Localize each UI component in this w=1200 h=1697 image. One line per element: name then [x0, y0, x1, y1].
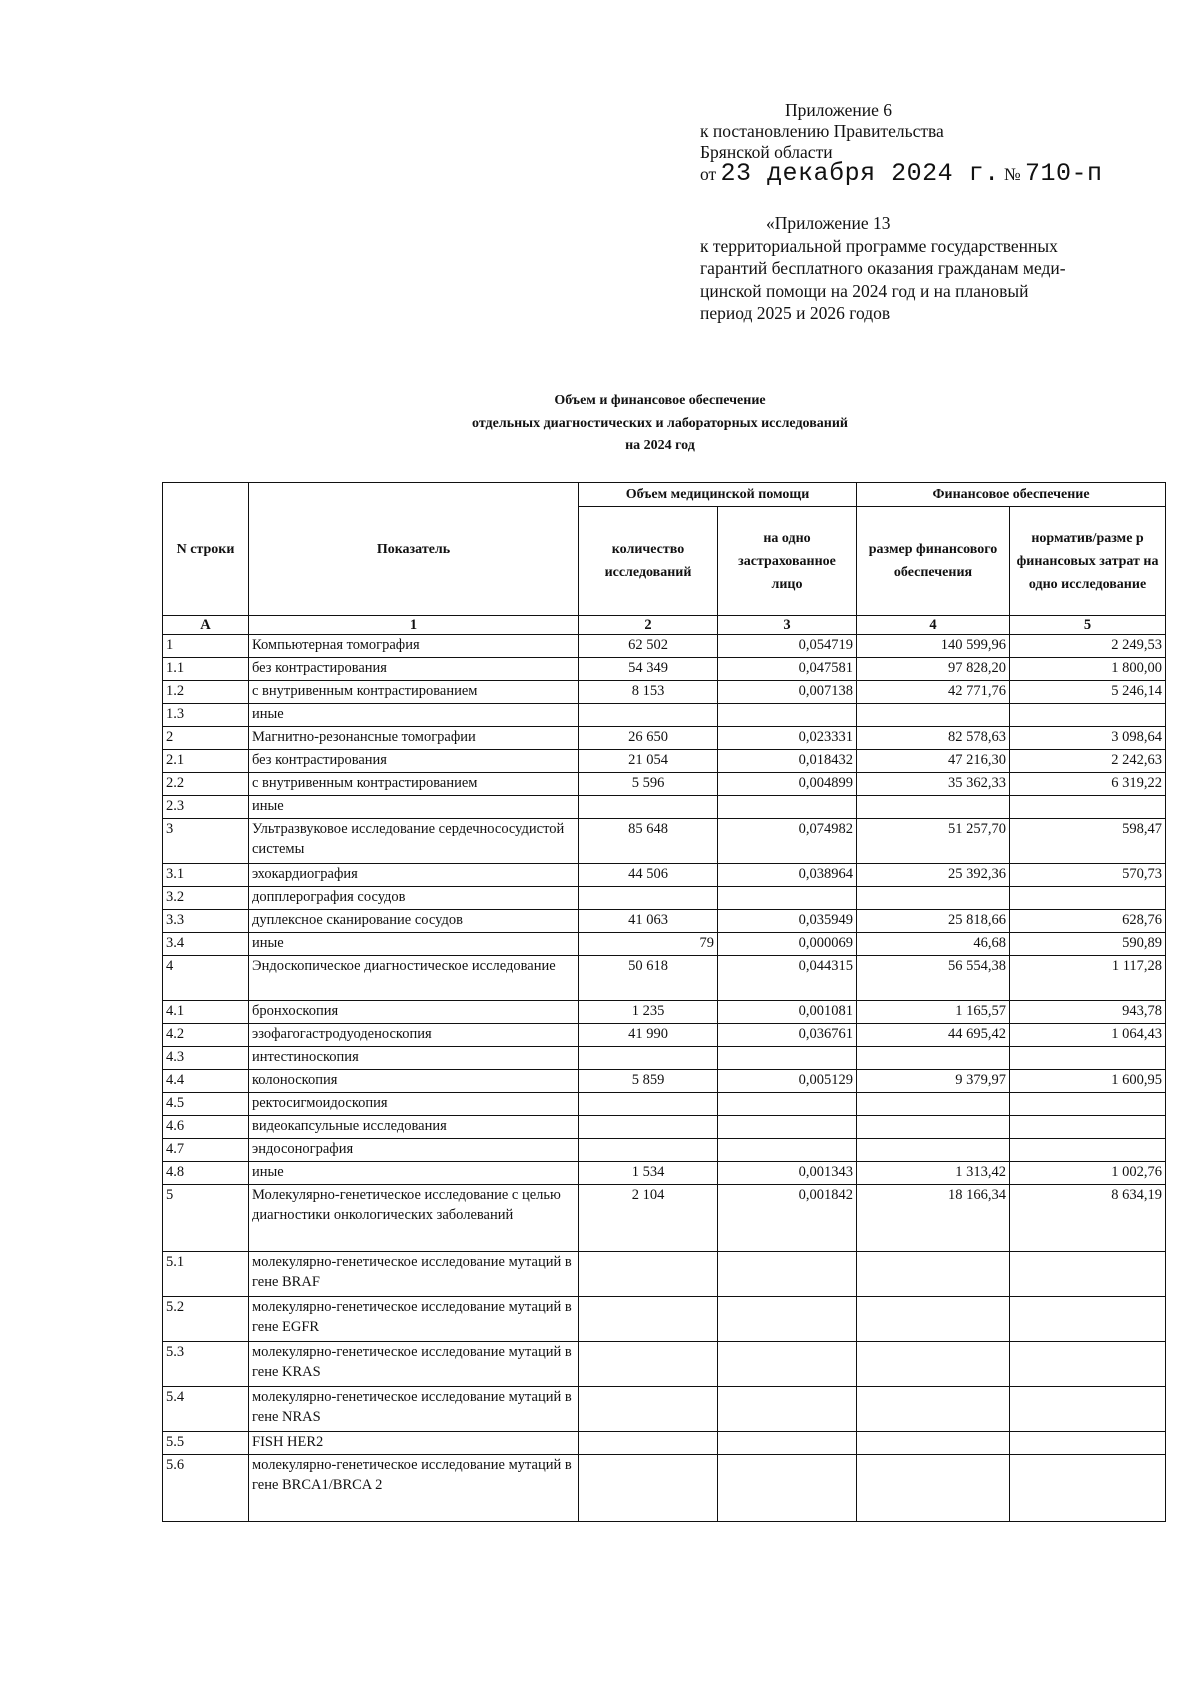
row-norm: 943,78	[1010, 1001, 1166, 1024]
row-norm: 2 242,63	[1010, 750, 1166, 773]
row-amount	[857, 1387, 1010, 1432]
row-norm: 590,89	[1010, 933, 1166, 956]
row-indicator: эхокардиография	[249, 864, 579, 887]
row-amount	[857, 1297, 1010, 1342]
program-appendix-line: к территориальной программе государственных	[700, 235, 1058, 256]
table-row	[163, 773, 1166, 796]
row-number: 5.4	[163, 1387, 249, 1432]
appendix-number: Приложение 6	[785, 100, 893, 120]
program-appendix-line: период 2025 и 2026 годов	[700, 303, 891, 323]
program-appendix-block	[700, 212, 1140, 325]
row-per-person: 0,074982	[718, 819, 857, 864]
date-prefix: от	[700, 164, 717, 184]
row-count	[579, 1116, 718, 1139]
row-number: 5.2	[163, 1297, 249, 1342]
table-row	[163, 910, 1166, 933]
row-count	[579, 1047, 718, 1070]
row-indicator: ректосигмоидоскопия	[249, 1093, 579, 1116]
row-number: 4.4	[163, 1070, 249, 1093]
row-per-person: 0,038964	[718, 864, 857, 887]
row-amount: 18 166,34	[857, 1185, 1010, 1252]
row-count: 8 153	[579, 681, 718, 704]
row-number: 4	[163, 956, 249, 1001]
row-per-person: 0,054719	[718, 635, 857, 658]
resolution-number: 710-п	[1025, 159, 1103, 188]
col-header-indicator: Показатель	[249, 483, 579, 616]
row-norm	[1010, 796, 1166, 819]
row-per-person	[718, 1387, 857, 1432]
row-per-person	[718, 1297, 857, 1342]
table-row	[163, 1139, 1166, 1162]
row-indicator: Ультразвуковое исследование сердечнососудистой системы	[249, 819, 579, 864]
row-indicator: с внутривенным контрастированием	[249, 773, 579, 796]
row-amount	[857, 1252, 1010, 1297]
row-number: 2	[163, 727, 249, 750]
row-amount: 1 165,57	[857, 1001, 1010, 1024]
row-number: 4.2	[163, 1024, 249, 1047]
number-sign: №	[1003, 164, 1021, 184]
row-number: 1	[163, 635, 249, 658]
table-row	[163, 1070, 1166, 1093]
title-line: Объем и финансовое обеспечение	[554, 393, 766, 408]
row-number: 4.7	[163, 1139, 249, 1162]
row-per-person: 0,007138	[718, 681, 857, 704]
program-appendix-line: гарантий бесплатного оказания гражданам меди-	[700, 258, 1066, 278]
row-number: 3.4	[163, 933, 249, 956]
program-appendix-line: цинской помощи на 2024 год и на плановый	[700, 280, 1029, 301]
row-indicator: иные	[249, 704, 579, 727]
row-indicator: без контрастирования	[249, 750, 579, 773]
row-indicator: колоноскопия	[249, 1070, 579, 1093]
row-indicator: эзофагогастродуоденоскопия	[249, 1024, 579, 1047]
row-number: 2.2	[163, 773, 249, 796]
row-amount: 25 818,66	[857, 910, 1010, 933]
row-norm: 6 319,22	[1010, 773, 1166, 796]
title-line: отдельных диагностических и лабораторных исследований	[472, 415, 848, 431]
row-count: 41 063	[579, 910, 718, 933]
row-number: 5.5	[163, 1432, 249, 1455]
table-row	[163, 1432, 1166, 1455]
row-number: 3.2	[163, 887, 249, 910]
row-per-person: 0,023331	[718, 727, 857, 750]
row-count: 21 054	[579, 750, 718, 773]
table-row	[163, 1162, 1166, 1185]
row-per-person	[718, 1047, 857, 1070]
row-amount: 44 695,42	[857, 1024, 1010, 1047]
row-number: 4.8	[163, 1162, 249, 1185]
row-amount	[857, 1047, 1010, 1070]
row-count	[579, 1252, 718, 1297]
row-norm: 628,76	[1010, 910, 1166, 933]
col-index: 4	[857, 616, 1010, 635]
row-norm	[1010, 1047, 1166, 1070]
row-amount: 35 362,33	[857, 773, 1010, 796]
row-number: 3.3	[163, 910, 249, 933]
row-amount: 82 578,63	[857, 727, 1010, 750]
row-indicator: иные	[249, 796, 579, 819]
row-per-person: 0,035949	[718, 910, 857, 933]
row-number: 5.3	[163, 1342, 249, 1387]
row-indicator: эндосонография	[249, 1139, 579, 1162]
row-norm: 1 800,00	[1010, 658, 1166, 681]
row-count: 1 534	[579, 1162, 718, 1185]
table-row	[163, 681, 1166, 704]
row-indicator: Молекулярно-генетическое исследование с целью диагностики онкологических заболеваний	[249, 1185, 579, 1252]
row-count	[579, 1093, 718, 1116]
resolution-header	[700, 100, 1140, 188]
table-row	[163, 1093, 1166, 1116]
row-per-person: 0,047581	[718, 658, 857, 681]
row-per-person	[718, 1342, 857, 1387]
table-row	[163, 1116, 1166, 1139]
row-norm	[1010, 1342, 1166, 1387]
row-count	[579, 1297, 718, 1342]
row-per-person	[718, 1432, 857, 1455]
row-norm: 1 600,95	[1010, 1070, 1166, 1093]
program-appendix-number: «Приложение 13	[766, 213, 891, 233]
row-norm	[1010, 1252, 1166, 1297]
row-number: 1.2	[163, 681, 249, 704]
row-norm: 1 117,28	[1010, 956, 1166, 1001]
row-norm: 570,73	[1010, 864, 1166, 887]
row-indicator: иные	[249, 1162, 579, 1185]
row-indicator: интестиноскопия	[249, 1047, 579, 1070]
row-norm	[1010, 887, 1166, 910]
row-per-person	[718, 887, 857, 910]
row-norm: 1 064,43	[1010, 1024, 1166, 1047]
table-row	[163, 933, 1166, 956]
row-amount	[857, 704, 1010, 727]
row-per-person: 0,001343	[718, 1162, 857, 1185]
row-number: 2.3	[163, 796, 249, 819]
row-amount	[857, 796, 1010, 819]
row-count	[579, 1455, 718, 1522]
row-amount: 9 379,97	[857, 1070, 1010, 1093]
table-row	[163, 956, 1166, 1001]
row-per-person	[718, 1116, 857, 1139]
row-count: 79	[579, 933, 718, 956]
row-count	[579, 1387, 718, 1432]
row-count: 44 506	[579, 864, 718, 887]
row-number: 5.1	[163, 1252, 249, 1297]
title-line: на 2024 год	[625, 438, 695, 453]
row-indicator: молекулярно-генетическое исследование мутаций в гене EGFR	[249, 1297, 579, 1342]
row-count: 5 596	[579, 773, 718, 796]
row-number: 5	[163, 1185, 249, 1252]
row-count: 85 648	[579, 819, 718, 864]
diagnostics-table	[162, 482, 1166, 1522]
resolution-date: 23 декабря 2024 г.	[720, 159, 1000, 188]
group-header-volume: Объем медицинской помощи	[579, 483, 857, 507]
row-number: 2.1	[163, 750, 249, 773]
row-norm	[1010, 1297, 1166, 1342]
col-index: А	[163, 616, 249, 635]
row-indicator: иные	[249, 933, 579, 956]
table-row	[163, 1342, 1166, 1387]
row-per-person: 0,044315	[718, 956, 857, 1001]
row-indicator: дуплексное сканирование сосудов	[249, 910, 579, 933]
table-row	[163, 635, 1166, 658]
row-per-person	[718, 1252, 857, 1297]
table-row	[163, 1252, 1166, 1297]
row-norm	[1010, 1093, 1166, 1116]
row-per-person	[718, 796, 857, 819]
table-row	[163, 727, 1166, 750]
row-number: 3.1	[163, 864, 249, 887]
table-row	[163, 1024, 1166, 1047]
row-count: 5 859	[579, 1070, 718, 1093]
row-number: 5.6	[163, 1455, 249, 1522]
col-header-row-number: N строки	[163, 483, 249, 616]
row-indicator: допплерография сосудов	[249, 887, 579, 910]
row-count	[579, 1342, 718, 1387]
col-index: 1	[249, 616, 579, 635]
row-amount: 42 771,76	[857, 681, 1010, 704]
row-indicator: видеокапсульные исследования	[249, 1116, 579, 1139]
table-row	[163, 1297, 1166, 1342]
table-row	[163, 796, 1166, 819]
row-amount	[857, 1432, 1010, 1455]
row-per-person: 0,001081	[718, 1001, 857, 1024]
row-norm	[1010, 1116, 1166, 1139]
row-norm: 5 246,14	[1010, 681, 1166, 704]
table-row	[163, 1047, 1166, 1070]
row-number: 1.1	[163, 658, 249, 681]
row-number: 4.6	[163, 1116, 249, 1139]
col-header-per-person: на одно застрахованное лицо	[718, 507, 857, 616]
table-row	[163, 819, 1166, 864]
table-row	[163, 864, 1166, 887]
row-indicator: без контрастирования	[249, 658, 579, 681]
row-per-person	[718, 704, 857, 727]
row-per-person: 0,000069	[718, 933, 857, 956]
table-row	[163, 887, 1166, 910]
row-count	[579, 1432, 718, 1455]
row-per-person: 0,004899	[718, 773, 857, 796]
row-amount: 1 313,42	[857, 1162, 1010, 1185]
row-count: 62 502	[579, 635, 718, 658]
col-header-count: количество исследований	[579, 507, 718, 616]
row-norm: 8 634,19	[1010, 1185, 1166, 1252]
row-per-person: 0,005129	[718, 1070, 857, 1093]
row-indicator: Магнитно-резонансные томографии	[249, 727, 579, 750]
row-norm	[1010, 704, 1166, 727]
row-count: 26 650	[579, 727, 718, 750]
row-count	[579, 796, 718, 819]
row-indicator: Компьютерная томография	[249, 635, 579, 658]
row-per-person	[718, 1455, 857, 1522]
group-header-finance: Финансовое обеспечение	[857, 483, 1166, 507]
row-indicator: молекулярно-генетическое исследование мутаций в гене KRAS	[249, 1342, 579, 1387]
row-count: 50 618	[579, 956, 718, 1001]
row-count	[579, 887, 718, 910]
row-count: 41 990	[579, 1024, 718, 1047]
row-norm	[1010, 1139, 1166, 1162]
row-indicator: с внутривенным контрастированием	[249, 681, 579, 704]
row-per-person: 0,036761	[718, 1024, 857, 1047]
row-amount	[857, 1116, 1010, 1139]
table-row	[163, 1455, 1166, 1522]
row-amount: 56 554,38	[857, 956, 1010, 1001]
row-count: 2 104	[579, 1185, 718, 1252]
row-norm: 3 098,64	[1010, 727, 1166, 750]
row-amount	[857, 1139, 1010, 1162]
document-title	[300, 390, 1020, 458]
row-count	[579, 704, 718, 727]
table-row	[163, 1001, 1166, 1024]
row-indicator: молекулярно-генетическое исследование мутаций в гене BRCA1/BRCA 2	[249, 1455, 579, 1522]
row-amount: 51 257,70	[857, 819, 1010, 864]
row-indicator: молекулярно-генетическое исследование мутаций в гене BRAF	[249, 1252, 579, 1297]
row-amount	[857, 1342, 1010, 1387]
table-row	[163, 1185, 1166, 1252]
resolution-ref: к постановлению Правительства	[700, 121, 944, 141]
row-amount: 97 828,20	[857, 658, 1010, 681]
row-per-person: 0,001842	[718, 1185, 857, 1252]
row-amount: 47 216,30	[857, 750, 1010, 773]
row-number: 4.3	[163, 1047, 249, 1070]
row-norm	[1010, 1432, 1166, 1455]
row-amount	[857, 887, 1010, 910]
table-row	[163, 704, 1166, 727]
row-amount	[857, 1093, 1010, 1116]
col-header-amount: размер финансового обеспечения	[857, 507, 1010, 616]
col-index: 3	[718, 616, 857, 635]
row-per-person	[718, 1093, 857, 1116]
row-indicator: FISH HER2	[249, 1432, 579, 1455]
col-index: 5	[1010, 616, 1166, 635]
resolution-date-line	[700, 159, 1140, 188]
row-number: 3	[163, 819, 249, 864]
row-number: 4.1	[163, 1001, 249, 1024]
row-indicator: бронхоскопия	[249, 1001, 579, 1024]
row-amount: 25 392,36	[857, 864, 1010, 887]
row-amount: 140 599,96	[857, 635, 1010, 658]
row-norm	[1010, 1387, 1166, 1432]
row-norm: 2 249,53	[1010, 635, 1166, 658]
row-per-person	[718, 1139, 857, 1162]
row-number: 1.3	[163, 704, 249, 727]
row-amount: 46,68	[857, 933, 1010, 956]
row-amount	[857, 1455, 1010, 1522]
table-row	[163, 658, 1166, 681]
col-index: 2	[579, 616, 718, 635]
col-header-norm: норматив/разме р финансовых затрат на одно исследование	[1010, 507, 1166, 616]
table-row	[163, 1387, 1166, 1432]
row-norm: 598,47	[1010, 819, 1166, 864]
region-name: Брянской области	[700, 142, 833, 162]
row-count: 1 235	[579, 1001, 718, 1024]
row-count	[579, 1139, 718, 1162]
row-count: 54 349	[579, 658, 718, 681]
row-number: 4.5	[163, 1093, 249, 1116]
row-per-person: 0,018432	[718, 750, 857, 773]
row-indicator: Эндоскопическое диагностическое исследование	[249, 956, 579, 1001]
row-indicator: молекулярно-генетическое исследование мутаций в гене NRAS	[249, 1387, 579, 1432]
row-norm: 1 002,76	[1010, 1162, 1166, 1185]
table-row	[163, 750, 1166, 773]
row-norm	[1010, 1455, 1166, 1522]
